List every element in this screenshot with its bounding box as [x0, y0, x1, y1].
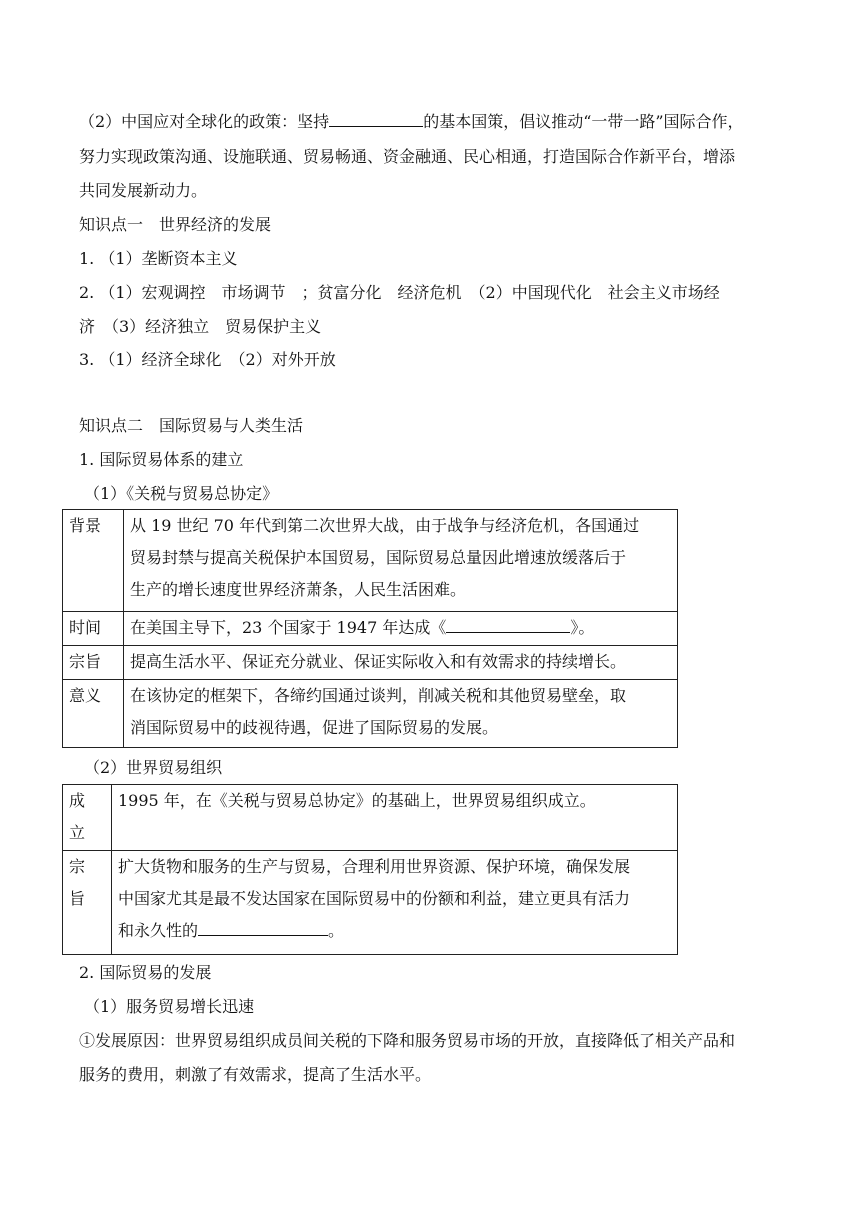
answer-blank-gatt[interactable]: [446, 617, 570, 633]
service-trade-para-1: ①发展原因：世界贸易组织成员间关税的下降和服务贸易市场的开放，直接降低了相关产品和: [79, 1031, 736, 1050]
wto-aim-label: 宗 旨: [69, 857, 86, 908]
gatt-table: [62, 509, 678, 748]
gatt-time-text: 在美国主导下，23 个国家于 1947 年达成《 》。: [130, 618, 595, 637]
kp1-answer-3: 3. （1）经济全球化 （2）对外开放: [79, 350, 336, 369]
service-trade-para-2: 服务的费用，刺激了有效需求，提高了生活水平。: [79, 1065, 432, 1084]
gatt-row-aim: [63, 646, 678, 680]
gatt-heading: （1）《关税与贸易总协定》: [84, 484, 279, 503]
kp2-heading-1: 1. 国际贸易体系的建立: [79, 450, 244, 469]
kp1-answer-1: 1. （1）垄断资本主义: [79, 249, 238, 268]
wto-aim-text: 扩大货物和服务的生产与贸易，合理利用世界资源、保护环境，确保发展 中国家尤其是最不发达国家在国际贸易中的份额和利益，建立更具有活力 和永久性的 。: [118, 857, 631, 940]
gatt-row-significance: [63, 680, 678, 748]
gatt-aim-text: 提高生活水平、保证充分就业、保证实际收入和有效需求的持续增长。: [130, 652, 627, 671]
gatt-time-label: 时间: [69, 618, 102, 637]
wto-table: [62, 784, 678, 955]
kp2-heading-2: 2. 国际贸易的发展: [79, 963, 212, 982]
gatt-row-background: [63, 510, 678, 612]
kp2-title: 知识点二 国际贸易与人类生活: [79, 416, 304, 435]
answer-blank-policy[interactable]: [329, 111, 423, 127]
wto-row-aim: [63, 851, 678, 955]
gatt-aim-label: 宗旨: [69, 652, 102, 671]
gatt-background-text: 从 19 世纪 70 年代到第二次世界大战，由于战争与经济危机，各国通过 贸易封禁与提高关税保护本国贸易，国际贸易总量因此增速放缓落后于 生产的增长速度世界经济萧条，人民生活困难。: [130, 516, 640, 599]
gatt-background-label: 背景: [69, 516, 102, 535]
policy-text-b: 的基本国策，倡议推动“一带一路”国际合作，: [423, 112, 744, 131]
wto-established-text: 1995 年，在《关税与贸易总协定》的基础上，世界贸易组织成立。: [118, 791, 596, 810]
policy-line-2: 努力实现政策沟通、设施联通、贸易畅通、资金融通、民心相通，打造国际合作新平台，增添: [79, 147, 736, 166]
gatt-row-time: [63, 612, 678, 646]
answer-blank-wto[interactable]: [198, 920, 328, 936]
wto-row-established: [63, 785, 678, 851]
kp1-title: 知识点一 世界经济的发展: [79, 215, 272, 234]
service-trade-heading: （1）服务贸易增长迅速: [84, 997, 255, 1016]
gatt-significance-text: 在该协定的框架下，各缔约国通过谈判，削减关税和其他贸易壁垒，取 消国际贸易中的歧视待遇，促进了国际贸易的发展。: [130, 686, 627, 737]
kp1-answer-2-cont: 济 （3）经济独立 贸易保护主义: [79, 317, 322, 336]
wto-established-label: 成 立: [69, 791, 86, 842]
kp1-answer-2: 2. （1）宏观调控 市场调节 ；贫富分化 经济危机 （2）中国现代化 社会主义市场经: [79, 283, 720, 302]
gatt-significance-label: 意义: [69, 686, 102, 705]
policy-text-a: （2）中国应对全球化的政策：坚持: [79, 112, 330, 131]
wto-heading: （2）世界贸易组织: [84, 758, 223, 777]
policy-line-1: [79, 111, 744, 132]
policy-line-3: 共同发展新动力。: [79, 181, 208, 200]
